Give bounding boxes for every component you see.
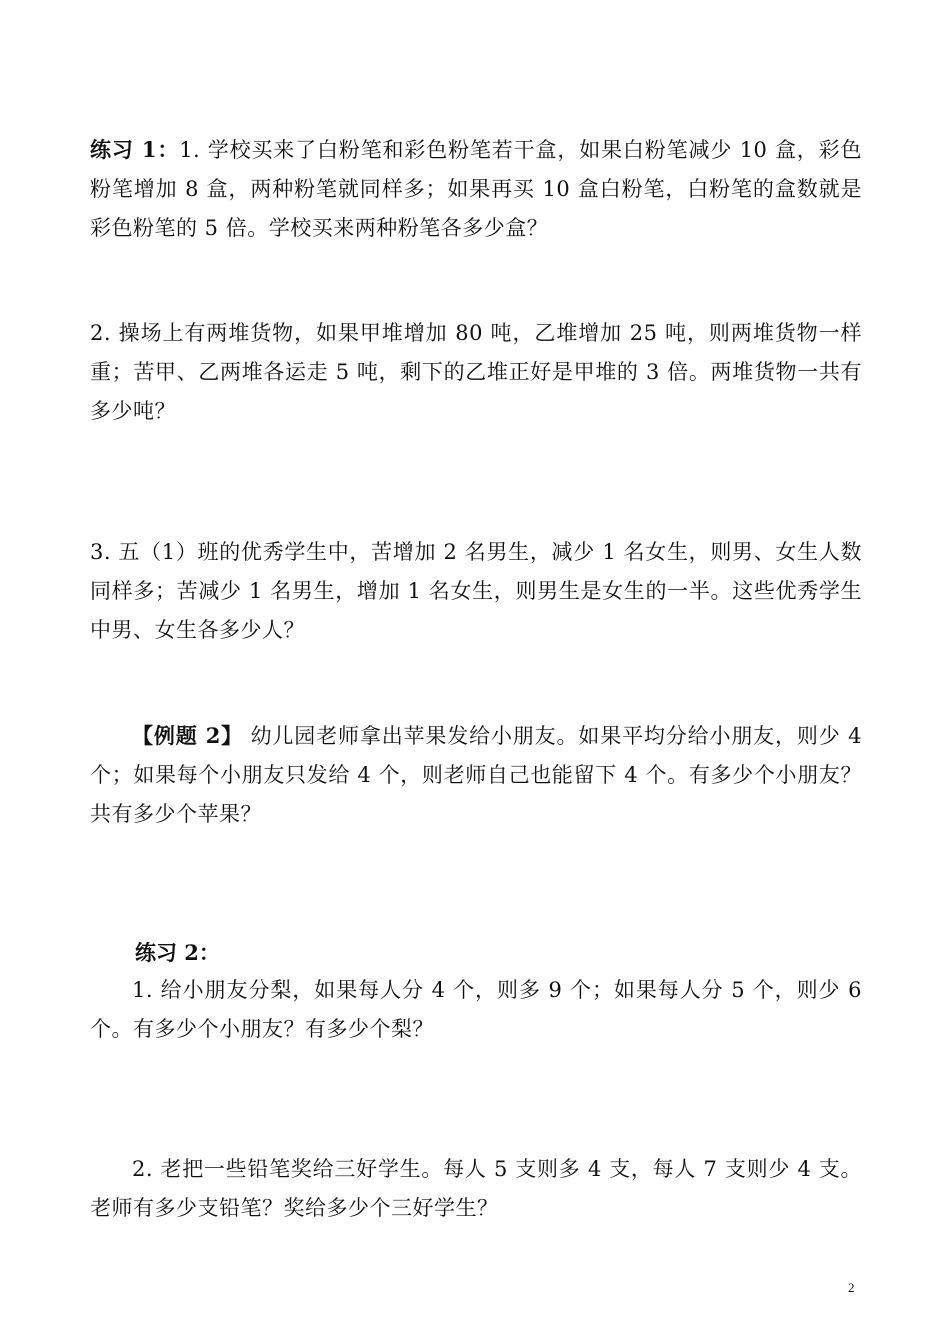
example2-paragraph bbox=[90, 716, 862, 834]
practice1-question3: 3. 五（1）班的优秀学生中，苦增加 2 名男生，减少 1 名女生，则男、女生人数同样多；苦减少 1 名男生，增加 1 名女生，则男生是女生的一半。这些优秀学生中男、女生各多少人？ bbox=[90, 540, 862, 642]
practice1-question1 bbox=[90, 130, 862, 248]
practice2-question1: 1. 给小朋友分梨，如果每人分 4 个，则多 9 个；如果每人分 5 个，则少 6 个。有多少个小朋友？有多少个梨？ bbox=[90, 978, 862, 1041]
example2-label: 【例题 2】 bbox=[132, 723, 244, 748]
practice2-question2: 2. 老把一些铅笔奖给三好学生。每人 5 支则多 4 支，每人 7 支则少 4 支。老师有多少支铅笔？奖给多少个三好学生？ bbox=[90, 1157, 862, 1220]
page-number: 2 bbox=[848, 1280, 855, 1295]
practice1-question2: 2. 操场上有两堆货物，如果甲堆增加 80 吨，乙堆增加 25 吨，则两堆货物一样重；苦甲、乙两堆各运走 5 吨，剩下的乙堆正好是甲堆的 3 倍。两堆货物一共有多少吨？ bbox=[90, 321, 862, 423]
practice2-label: 练习 2： bbox=[135, 940, 220, 965]
practice1-q1-text: 1. 学校买来了白粉笔和彩色粉笔若干盒，如果白粉笔减少 10 盒，彩色粉笔增加 8 盒，两种粉笔就同样多；如果再买 10 盒白粉笔，白粉笔的盒数就是彩色粉笔的 5 倍。学校买来两种粉笔各多少盒？ bbox=[90, 138, 862, 240]
example2-text: 幼儿园老师拿出苹果发给小朋友。如果平均分给小朋友，则少 4 个；如果每个小朋友只发给 4 个，则老师自己也能留下 4 个。有多少个小朋友？共有多少个苹果？ bbox=[90, 724, 862, 826]
practice1-label: 练习 1： bbox=[90, 137, 180, 162]
